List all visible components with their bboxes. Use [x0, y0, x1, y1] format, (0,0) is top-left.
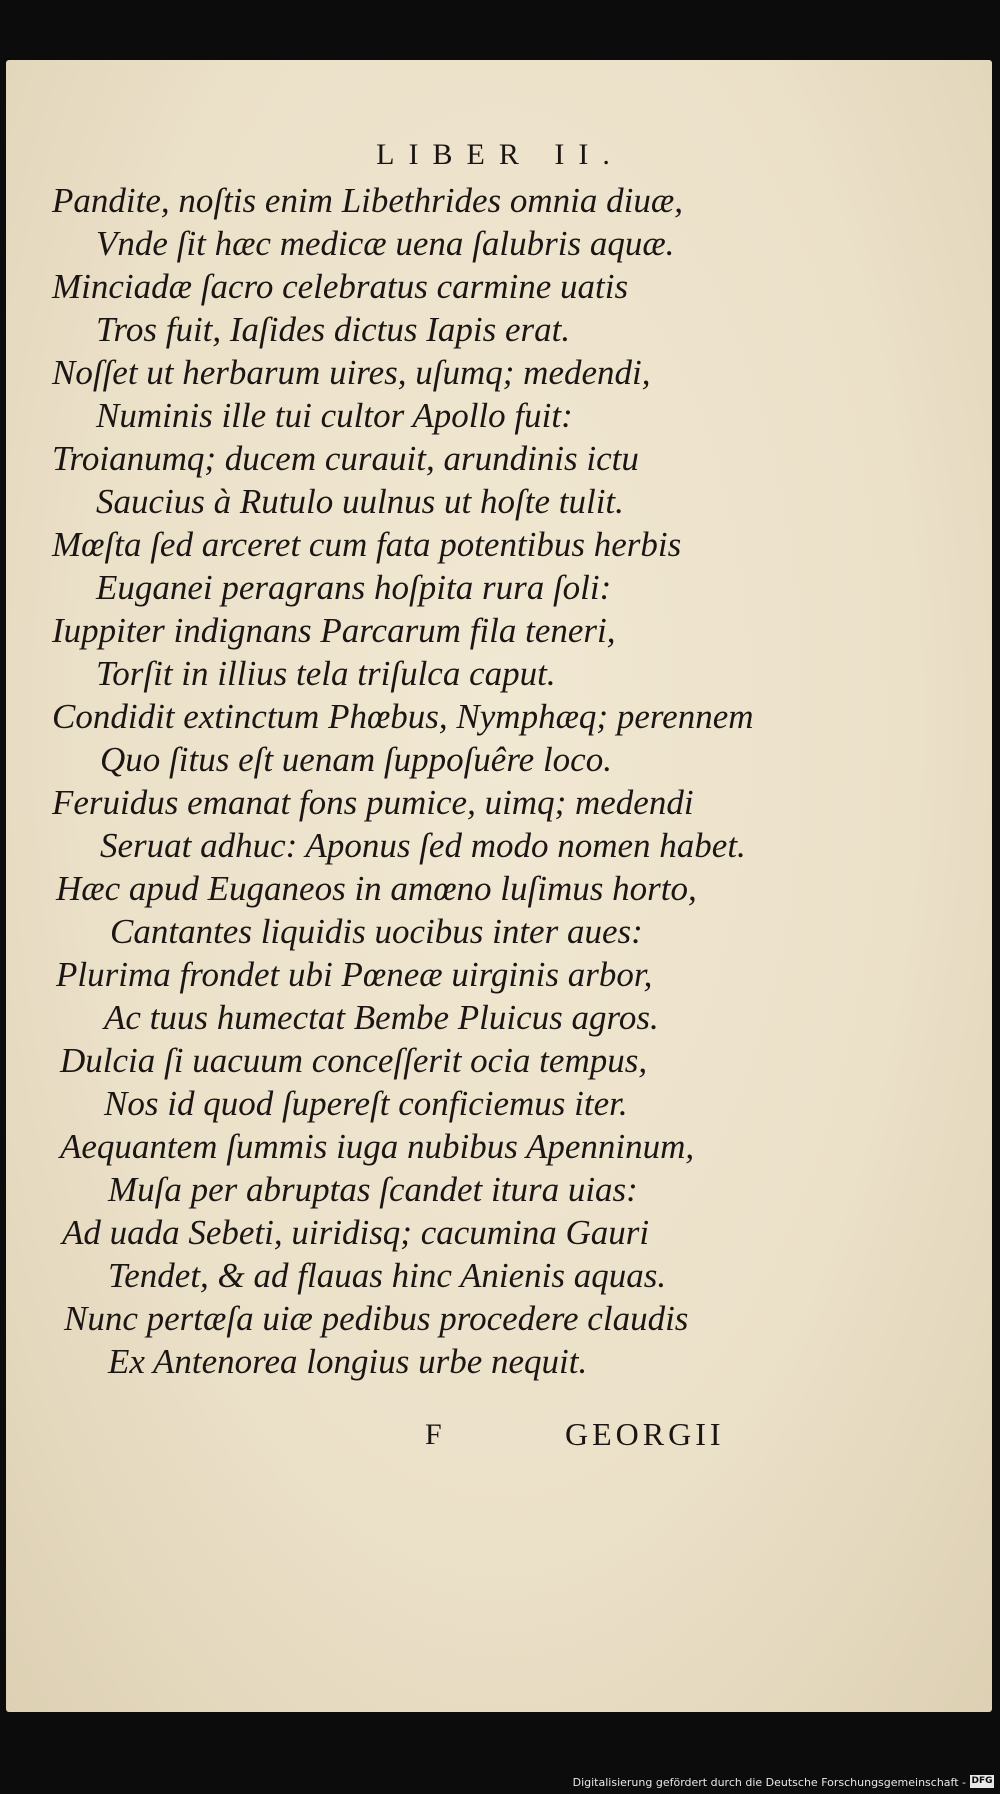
dfg-logo: DFG	[971, 1776, 993, 1786]
verse-line: Dulcia ſi uacuum conceſſerit ocia tempus,	[60, 1041, 648, 1080]
verse-line: Mœſta ſed arceret cum fata potentibus herbis	[52, 525, 682, 564]
verse-line: Condidit extinctum Phœbus, Nymphæq; perennem	[52, 697, 754, 736]
verse-line: Nunc pertæſa uiæ pedibus procedere claudis	[64, 1299, 689, 1338]
verse-line: Numinis ille tui cultor Apollo fuit:	[96, 396, 573, 435]
verse-line: Ad uada Sebeti, uiridisq; cacumina Gauri	[62, 1213, 650, 1252]
verse-line: Muſa per abruptas ſcandet itura uias:	[108, 1170, 638, 1209]
verse-line: Aequantem ſummis iuga nubibus Apenninum,	[60, 1127, 695, 1166]
verse-line: Minciadæ ſacro celebratus carmine uatis	[52, 267, 629, 306]
verse-line: Saucius à Rutulo uulnus ut hoſte tulit.	[96, 482, 624, 521]
catchword: GEORGII	[565, 1416, 725, 1452]
verse-line: Noſſet ut herbarum uires, uſumq; medendi,	[52, 353, 651, 392]
signature-mark: F	[425, 1418, 442, 1451]
verse-line: Plurima frondet ubi Pœneæ uirginis arbor,	[56, 955, 653, 994]
verse-line: Quo ſitus eſt uenam ſuppoſuêre loco.	[100, 740, 612, 779]
verse-line: Troianumq; ducem curauit, arundinis ictu	[52, 439, 639, 478]
verse-line: Euganei peragrans hoſpita rura ſoli:	[96, 568, 612, 607]
verse-line: Cantantes liquidis uocibus inter aues:	[110, 912, 643, 951]
verse-line: Vnde ſit hæc medicæ uena ſalubris aquæ.	[96, 224, 675, 263]
verse-line: Pandite, noſtis enim Libethrides omnia diuæ,	[52, 181, 683, 220]
running-head: LIBER II.	[376, 138, 624, 171]
verse-line: Tendet, & ad flauas hinc Anienis aquas.	[108, 1256, 667, 1295]
verse-line: Torſit in illius tela triſulca caput.	[96, 654, 556, 693]
digitization-credit: Digitalisierung gefördert durch die Deutsche Forschungsgemeinschaft -	[572, 1776, 966, 1789]
verse-line: Hæc apud Euganeos in amœno luſimus horto,	[56, 869, 697, 908]
verse-line: Feruidus emanat fons pumice, uimq; medendi	[52, 783, 694, 822]
verse-line: Tros fuit, Iaſides dictus Iapis erat.	[96, 310, 571, 349]
verse-line: Nos id quod ſupereſt conficiemus iter.	[104, 1084, 628, 1123]
verse-line: Iuppiter indignans Parcarum fila teneri,	[52, 611, 616, 650]
verse-line: Seruat adhuc: Aponus ſed modo nomen habet.	[100, 826, 746, 865]
verse-line: Ac tuus humectat Bembe Pluicus agros.	[104, 998, 659, 1037]
verse-line: Ex Antenorea longius urbe nequit.	[108, 1342, 588, 1381]
